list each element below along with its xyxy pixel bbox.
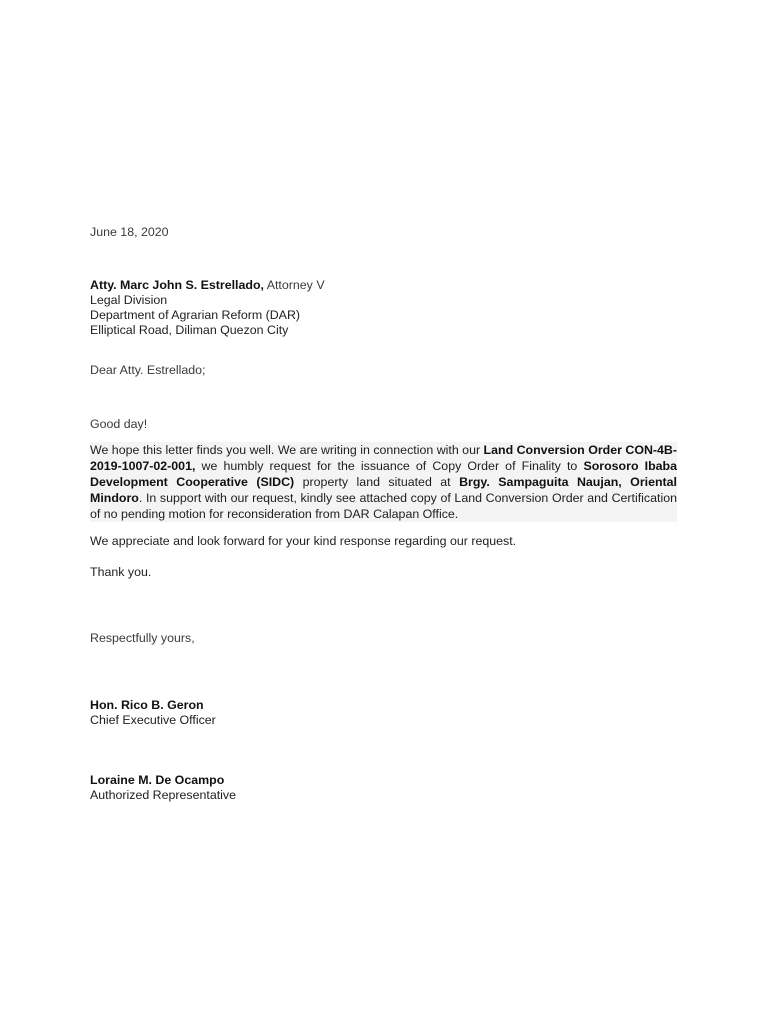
- signatory-2-title: Authorized Representative: [90, 788, 237, 802]
- salutation: Dear Atty. Estrellado;: [90, 363, 206, 377]
- recipient-title: Attorney V: [263, 278, 325, 292]
- signatory-2-name: Loraine M. De Ocampo: [90, 773, 225, 787]
- cooperative-name: Sorosoro Ibaba Development Cooperative (SIDC): [90, 459, 677, 489]
- signatory-1-name: Hon. Rico B. Geron: [90, 698, 204, 712]
- letter-date: June 18, 2020: [90, 225, 169, 239]
- greeting: Good day!: [90, 417, 148, 431]
- recipient-division: Legal Division: [90, 293, 168, 307]
- body-text-1: We hope this letter finds you well. We are writing in connection with our: [90, 443, 484, 457]
- body-text-2: we humbly request for the issuance of Copy Order of Finality to: [195, 459, 584, 473]
- recipient-block: [90, 278, 677, 338]
- recipient-address: Elliptical Road, Diliman Quezon City: [90, 323, 289, 337]
- recipient-department: Department of Agrarian Reform (DAR): [90, 308, 301, 322]
- body-paragraph-2: We appreciate and look forward for your kind response regarding our request.: [90, 534, 517, 548]
- body-text-4: . In support with our request, kindly see attached copy of Land Conversion Order and Certification of no pending motion for reconsideration from DAR Calapan Office.: [90, 491, 677, 521]
- signatory-2: [90, 773, 677, 803]
- body-text-3: property land situated at: [294, 475, 460, 489]
- recipient-name: Atty. Marc John S. Estrellado,: [90, 278, 264, 292]
- body-paragraph-3: Thank you.: [90, 565, 152, 579]
- closing: Respectfully yours,: [90, 631, 195, 645]
- land-conversion-order: Land Conversion Order CON-4B-2019-1007-02-001,: [90, 443, 678, 473]
- property-location: Brgy. Sampaguita Naujan, Oriental Mindoro: [90, 475, 677, 505]
- signatory-1: [90, 698, 677, 728]
- body-paragraph-1: [90, 442, 677, 522]
- recipient-name-line: [90, 278, 677, 293]
- signatory-1-title: Chief Executive Officer: [90, 713, 216, 727]
